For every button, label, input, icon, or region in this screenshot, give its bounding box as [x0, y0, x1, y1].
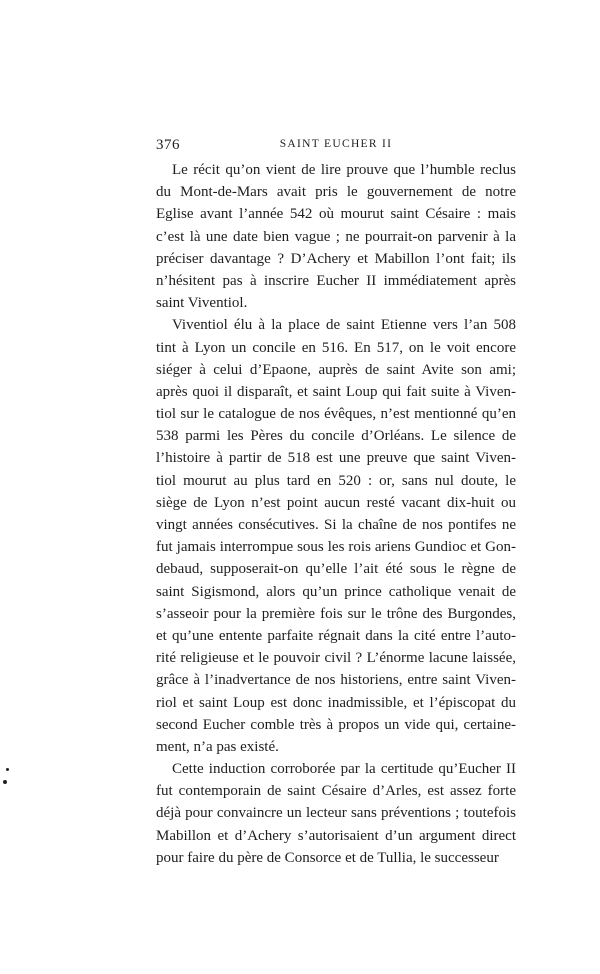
margin-speck — [3, 780, 7, 784]
body-text — [156, 159, 516, 869]
text-line: riol et saint Loup est donc inadmissible, et l’épiscopat du — [156, 694, 516, 711]
paragraph-3 — [156, 758, 516, 869]
text-line: rité religieuse et le pouvoir civil ? L’énorme lacune laissée, — [156, 650, 516, 667]
text-line: fut contemporain de saint Césaire d’Arles, est assez forte — [156, 783, 516, 800]
text-line: second Eucher comble très à propos un vide qui, certaine- — [156, 716, 516, 733]
text-line: Viventiol élu à la place de saint Etienne vers l’an 508 — [172, 317, 516, 334]
text-line: siège de Lyon n’est point aucun resté vacant dix-huit ou — [156, 494, 516, 511]
text-line: vingt années consécutives. Si la chaîne de nos pontifes ne — [156, 517, 516, 533]
text-line: l’histoire à partir de 518 est une preuve que saint Viven- — [156, 450, 516, 467]
text-line: tiol sur le catalogue de nos évêques, n’est mentionné qu’en — [156, 406, 516, 423]
text-line: n’hésitent pas à inscrire Eucher II immédiatement après — [156, 272, 516, 289]
margin-speck — [6, 768, 9, 771]
text-line: pour faire du père de Consorce et de Tullia, le successeur — [156, 849, 499, 866]
text-line: Eglise avant l’année 542 où mourut saint Césaire : mais — [156, 206, 516, 223]
text-line: debaud, supposerait-on qu’elle l’ait été sous le règne de — [156, 561, 516, 578]
text-line: préciser davantage ? D’Achery et Mabillon l’ont fait; ils — [156, 250, 516, 267]
text-line: fut jamais interrompue sous les rois ariens Gundioc et Gon- — [156, 539, 516, 556]
text-line: Mabillon et d’Achery s’autorisaient d’un argument direct — [156, 827, 516, 844]
text-line: tiol mourut au plus tard en 520 : or, sans nul doute, le — [156, 472, 516, 489]
text-line: s’asseoir pour la première fois sur le trône des Burgondes, — [156, 605, 516, 622]
text-line: du Mont-de-Mars avait pris le gouvernement de notre — [156, 184, 516, 201]
text-line: après quoi il disparaît, et saint Loup qui fait suite à Viven- — [156, 383, 516, 400]
text-line: ment, n’a pas existé. — [156, 738, 279, 755]
text-line: Le récit qu’on vient de lire prouve que l’humble reclus — [172, 162, 516, 178]
paragraph-1 — [156, 159, 516, 314]
text-line: déjà pour convaincre un lecteur sans préventions ; toutefois — [156, 805, 516, 822]
running-title: SAINT EUCHER II — [279, 138, 393, 150]
text-line: et qu’une entente parfaite régnait dans la cité entre l’auto- — [156, 627, 516, 644]
text-line: c’est là une date bien vague ; ne pourrait-on parvenir à la — [156, 228, 516, 245]
text-line: tint à Lyon un concile en 516. En 517, on le voit encore — [156, 339, 516, 356]
page-header — [156, 137, 516, 157]
page-number: 376 — [156, 137, 180, 153]
text-line: Cette induction corroborée par la certitude qu’Eucher II — [172, 761, 516, 778]
text-line: 538 parmi les Pères du concile d’Orléans. Le silence de — [156, 428, 516, 445]
text-line: saint Viventiol. — [156, 295, 248, 312]
text-line: saint Sigismond, alors qu’un prince catholique venait de — [156, 583, 516, 600]
paragraph-2 — [156, 314, 516, 758]
text-line: grâce à l’inadvertance de nos historiens, entre saint Viven- — [156, 672, 516, 689]
text-line: siéger à celui d’Epaone, auprès de saint Avite son ami; — [156, 361, 516, 378]
